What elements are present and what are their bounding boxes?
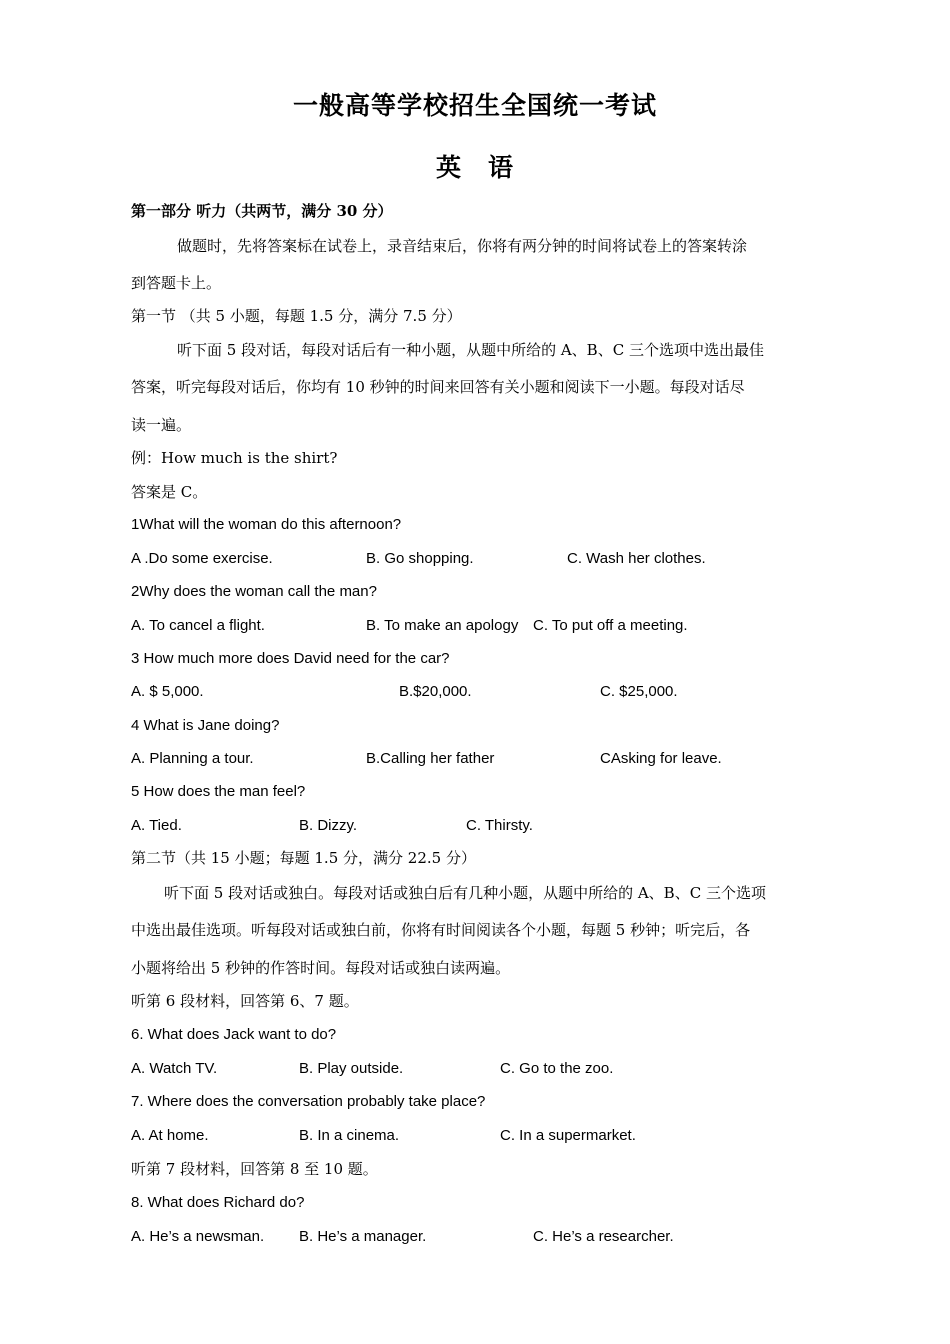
example-question: 例：How much is the shirt? (131, 449, 338, 467)
question-1-option-a: A .Do some exercise. (131, 550, 273, 567)
section2-instruction-line-2: 中选出最佳选项。听每段对话或独白前，你将有时间阅读各个小题，每题 5 秒钟；听完后，各 (131, 921, 751, 939)
question-8: 8. What does Richard do? (131, 1194, 305, 1211)
material-7-note: 听第 7 段材料，回答第 8 至 10 题。 (131, 1160, 378, 1178)
part1-instruction-line-2: 到答题卡上。 (131, 274, 222, 292)
section1-instruction-line-1: 听下面 5 段对话，每段对话后有一种小题，从题中所给的 A、B、C 三个选项中选出最佳 (177, 341, 764, 359)
question-8-option-b: B. He’s a manager. (299, 1228, 427, 1245)
question-3-option-c: C. $25,000. (600, 683, 678, 700)
question-4: 4 What is Jane doing? (131, 717, 280, 734)
question-4-option-b: B.Calling her father (366, 750, 495, 767)
question-6: 6. What does Jack want to do? (131, 1026, 337, 1043)
question-6-option-b: B. Play outside. (299, 1060, 404, 1077)
question-2-option-a: A. To cancel a flight. (131, 617, 265, 634)
question-2: 2Why does the woman call the man? (131, 583, 377, 600)
question-1-option-b: B. Go shopping. (366, 550, 474, 567)
section1-instruction-line-3: 读一遍。 (131, 416, 192, 434)
question-7-option-a: A. At home. (131, 1127, 209, 1144)
question-6-option-c: C. Go to the zoo. (500, 1060, 614, 1077)
question-8-option-c: C. He’s a researcher. (533, 1228, 674, 1245)
question-2-option-b: B. To make an apology (366, 617, 519, 634)
question-5-option-a: A. Tied. (131, 817, 182, 834)
part1-heading: 第一部分 听力（共两节，满分 30 分） (131, 202, 393, 220)
question-5-option-b: B. Dizzy. (299, 817, 358, 834)
question-4-option-c: CAsking for leave. (600, 750, 722, 767)
question-1: 1What will the woman do this afternoon? (131, 516, 402, 533)
exam-subject: 英 语 (435, 153, 514, 182)
section1-heading: 第一节 （共 5 小题，每题 1.5 分，满分 7.5 分） (131, 307, 462, 325)
question-7-option-c: C. In a supermarket. (500, 1127, 636, 1144)
section1-instruction-line-2: 答案，听完每段对话后，你均有 10 秒钟的时间来回答有关小题和阅读下一小题。每段对话尽 (131, 378, 745, 396)
part1-instruction-line-1: 做题时，先将答案标在试卷上，录音结束后，你将有两分钟的时间将试卷上的答案转涂 (177, 237, 748, 255)
question-6-option-a: A. Watch TV. (131, 1060, 218, 1077)
question-3: 3 How much more does David need for the car? (131, 650, 450, 667)
question-3-option-b: B.$20,000. (399, 683, 472, 700)
example-answer: 答案是 C。 (131, 483, 208, 501)
exam-title: 一般高等学校招生全国统一考试 (292, 91, 657, 120)
section2-heading: 第二节（共 15 小题；每题 1.5 分，满分 22.5 分） (131, 849, 476, 867)
question-3-option-a: A. $ 5,000. (131, 683, 204, 700)
question-5: 5 How does the man feel? (131, 783, 306, 800)
section2-instruction-line-1: 听下面 5 段对话或独白。每段对话或独白后有几种小题，从题中所给的 A、B、C 三个选项 (164, 884, 766, 902)
question-7: 7. Where does the conversation probably take place? (131, 1093, 486, 1110)
question-5-option-c: C. Thirsty. (466, 817, 533, 834)
section2-instruction-line-3: 小题将给出 5 秒钟的作答时间。每段对话或独白读两遍。 (131, 959, 511, 977)
material-6-note: 听第 6 段材料，回答第 6、7 题。 (131, 992, 359, 1010)
question-7-option-b: B. In a cinema. (299, 1127, 400, 1144)
question-1-option-c: C. Wash her clothes. (567, 550, 706, 567)
question-4-option-a: A. Planning a tour. (131, 750, 254, 767)
question-2-option-c: C. To put off a meeting. (533, 617, 688, 634)
question-8-option-a: A. He’s a newsman. (131, 1228, 265, 1245)
